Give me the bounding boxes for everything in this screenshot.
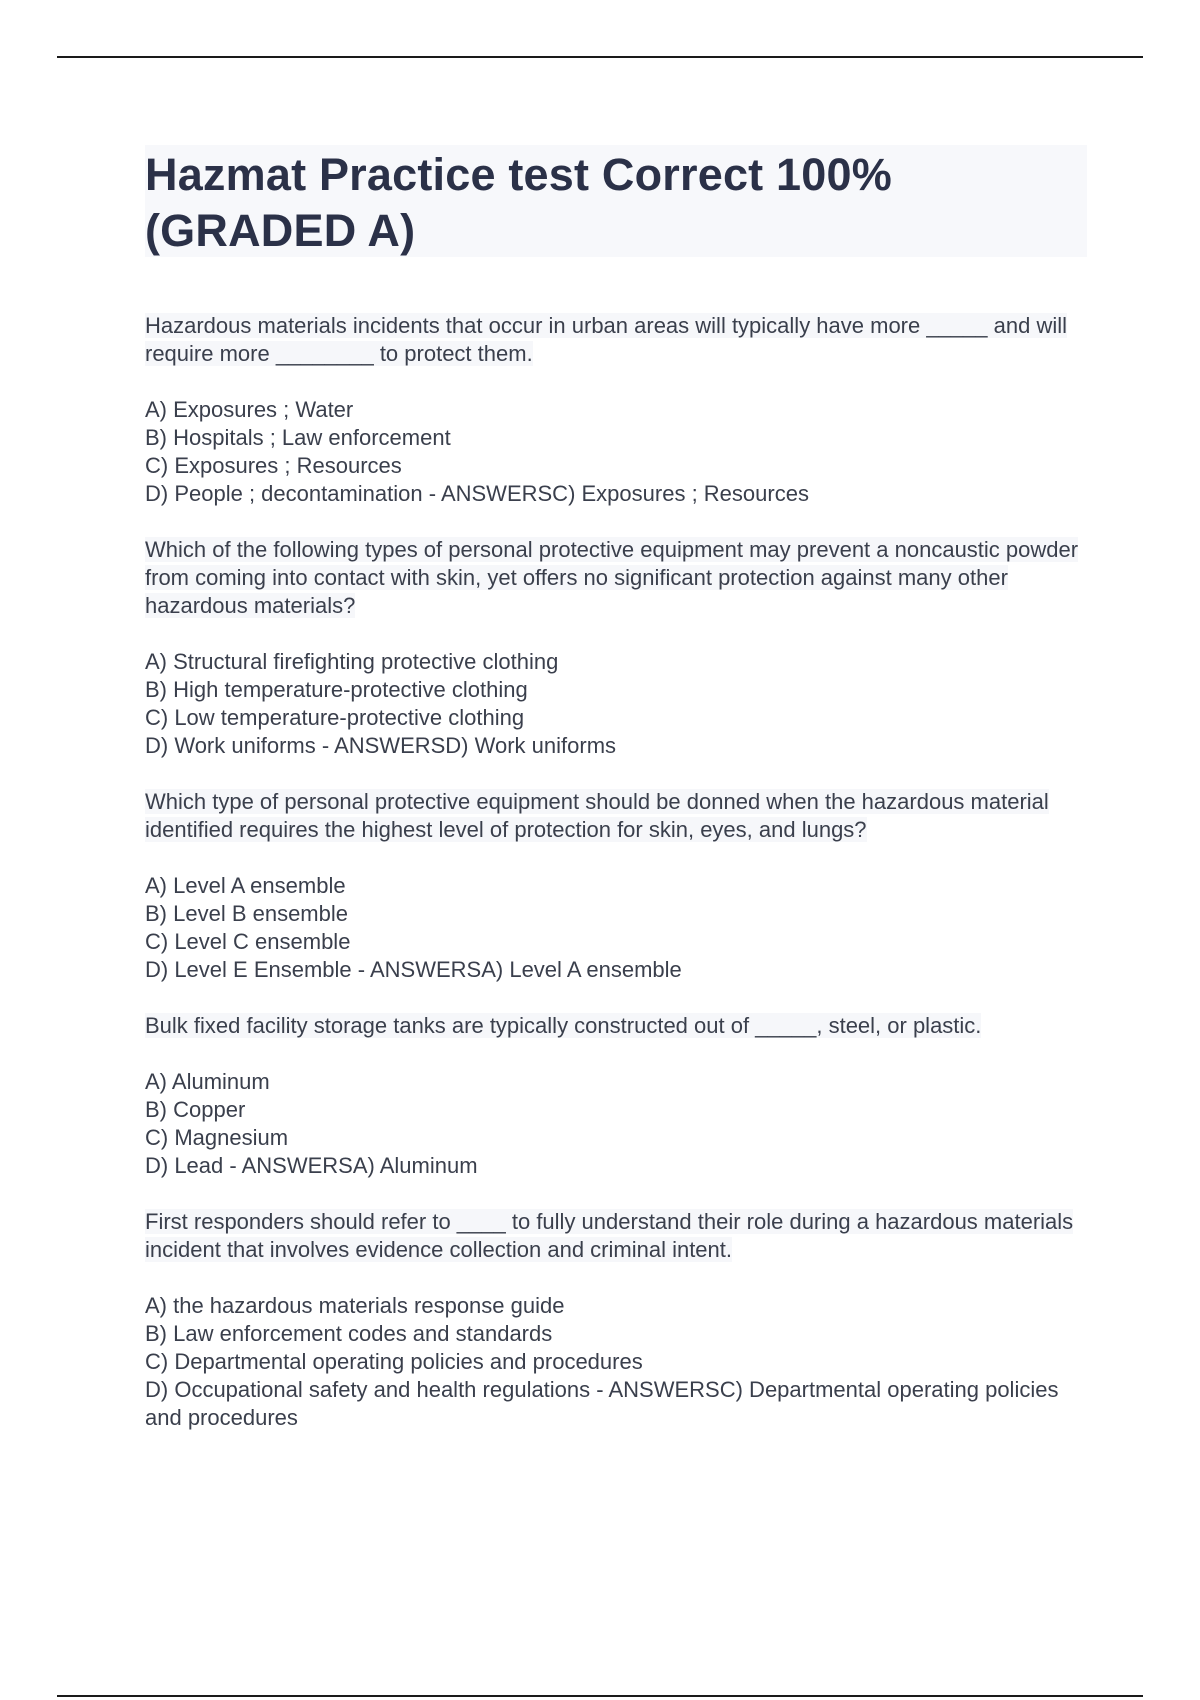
title-block	[145, 145, 1087, 257]
answer-options	[145, 648, 1090, 760]
option-d-with-answer: D) Occupational safety and health regulations - ANSWERSC) Departmental operating policies and procedures	[145, 1377, 1059, 1430]
answer-options	[145, 872, 1090, 984]
option-c: C) Low temperature-protective clothing	[145, 705, 525, 730]
question-item	[145, 536, 1090, 760]
option-d-with-answer: D) Lead - ANSWERSA) Aluminum	[145, 1153, 478, 1178]
top-rule	[57, 56, 1143, 58]
option-b: B) Hospitals ; Law enforcement	[145, 425, 451, 450]
question-text: Hazardous materials incidents that occur in urban areas will typically have more _____ and will require more ________ to protect them.	[145, 313, 1068, 366]
option-b: B) Level B ensemble	[145, 901, 348, 926]
question-item	[145, 312, 1090, 508]
answer-options	[145, 396, 1090, 508]
option-c: C) Level C ensemble	[145, 929, 351, 954]
option-c: C) Departmental operating policies and procedures	[145, 1349, 643, 1374]
answer-options	[145, 1068, 1090, 1180]
question-list	[145, 312, 1090, 1460]
option-c: C) Exposures ; Resources	[145, 453, 402, 478]
option-d-with-answer: D) People ; decontamination - ANSWERSC) Exposures ; Resources	[145, 481, 809, 506]
bottom-rule	[57, 1695, 1143, 1697]
option-b: B) Law enforcement codes and standards	[145, 1321, 553, 1346]
option-d-with-answer: D) Level E Ensemble - ANSWERSA) Level A ensemble	[145, 957, 682, 982]
option-a: A) Exposures ; Water	[145, 397, 354, 422]
question-text: Which type of personal protective equipment should be donned when the hazardous material identified requires the highest level of protection for skin, eyes, and lungs?	[145, 789, 1049, 842]
page-title: Hazmat Practice test Correct 100% (GRADED A)	[145, 149, 892, 256]
option-c: C) Magnesium	[145, 1125, 289, 1150]
option-a: A) the hazardous materials response guide	[145, 1293, 565, 1318]
option-d-with-answer: D) Work uniforms - ANSWERSD) Work uniforms	[145, 733, 617, 758]
option-b: B) High temperature-protective clothing	[145, 677, 528, 702]
answer-options	[145, 1292, 1090, 1432]
question-item	[145, 1208, 1090, 1432]
question-text: First responders should refer to ____ to fully understand their role during a hazardous materials incident that involves evidence collection and criminal intent.	[145, 1209, 1074, 1262]
question-text: Which of the following types of personal protective equipment may prevent a noncaustic powder from coming into contact with skin, yet offers no significant protection against many other hazardous materials?	[145, 537, 1079, 618]
option-b: B) Copper	[145, 1097, 246, 1122]
question-item	[145, 788, 1090, 984]
option-a: A) Structural firefighting protective clothing	[145, 649, 559, 674]
question-text: Bulk fixed facility storage tanks are typically constructed out of _____, steel, or plastic.	[145, 1013, 982, 1038]
option-a: A) Level A ensemble	[145, 873, 346, 898]
question-item	[145, 1012, 1090, 1180]
option-a: A) Aluminum	[145, 1069, 270, 1094]
